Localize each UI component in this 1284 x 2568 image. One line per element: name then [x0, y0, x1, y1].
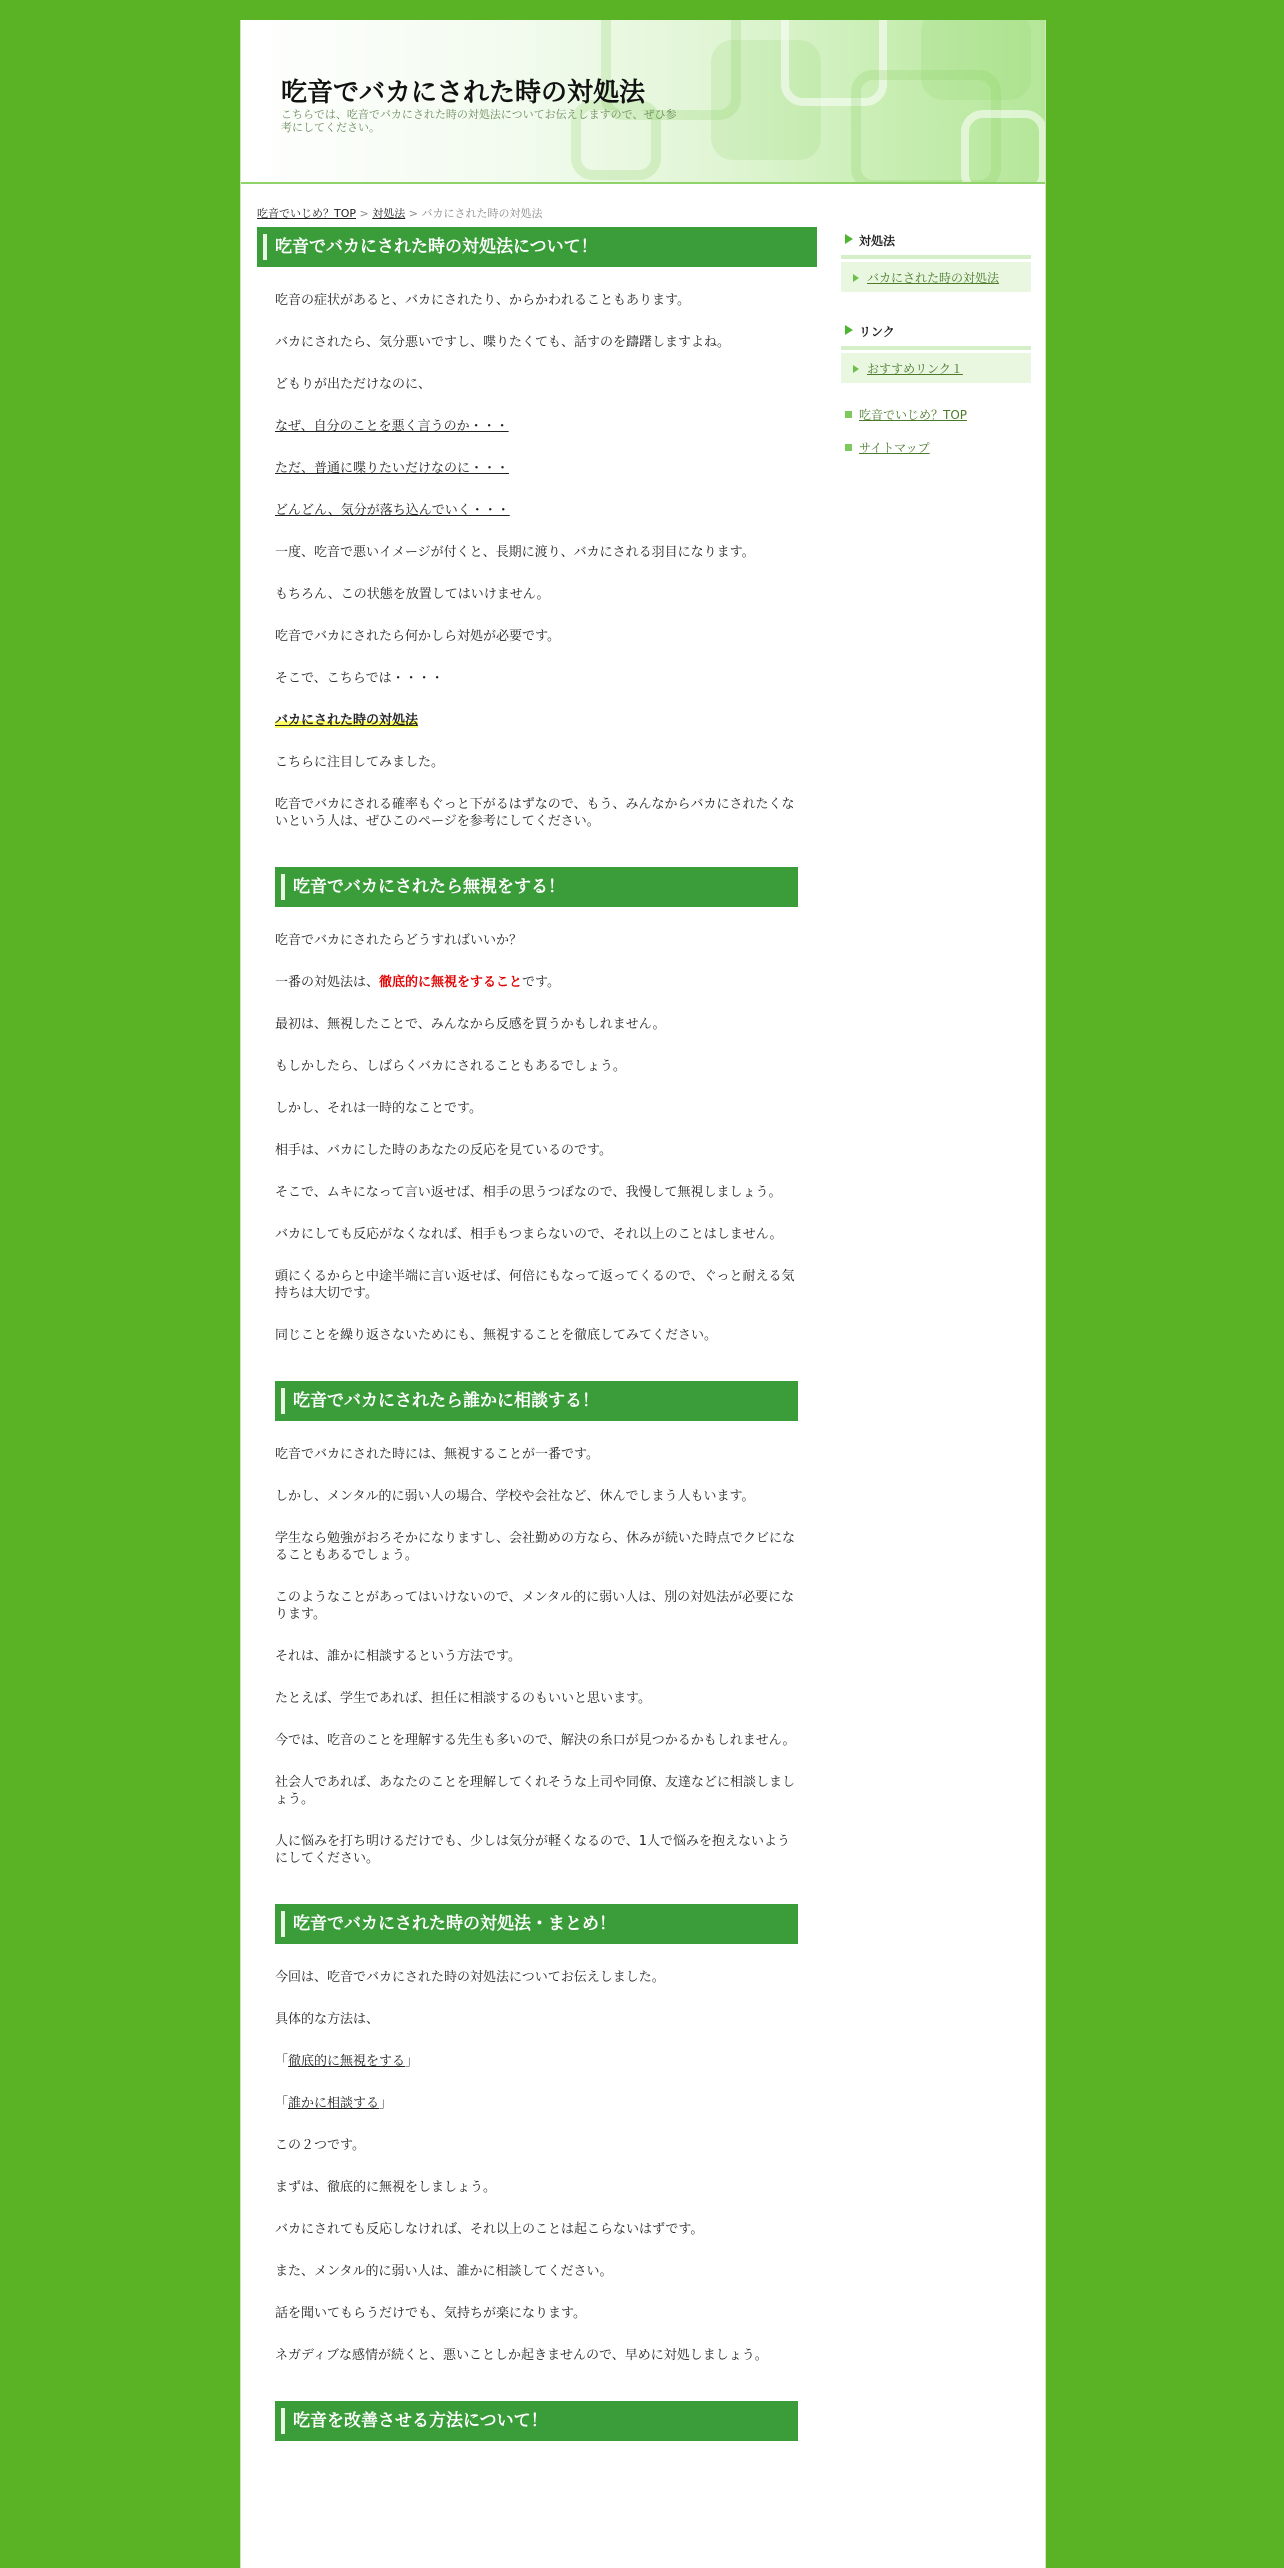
paragraph: このようなことがあってはいけないので、メンタル的に弱い人は、別の対処法が必要になります。	[275, 1590, 795, 1622]
paragraph: 人に悩みを打ち明けるだけでも、少しは気分が軽くなるので、1人で悩みを抱えないようにしてください。	[275, 1834, 791, 1866]
paragraph: この２つです。	[275, 2138, 365, 2153]
page-heading-text: 吃音でバカにされた時の対処法について！	[275, 237, 598, 257]
paragraph	[275, 974, 800, 991]
bracket: 「	[275, 2054, 289, 2069]
site-header	[241, 20, 1045, 184]
paragraph: そこで、こちらでは・・・・	[275, 671, 444, 686]
paragraph: ネガディブな感情が続くと、悪いことしか起きませんので、早めに対処しましょう。	[275, 2348, 768, 2363]
paragraph: 吃音でバカにされた時には、無視することが一番です。	[275, 1447, 599, 1462]
paragraph: もちろん、この状態を放置してはいけません。	[275, 587, 550, 602]
paragraph: 学生なら勉強がおろそかになりますし、会社勤めの方なら、休みが続いた時点でクビになることもあるでしょう。	[275, 1531, 796, 1563]
sidebar-menu	[841, 353, 1031, 383]
underlined-text: 徹底的に無視をする	[288, 2054, 406, 2069]
paragraph: 今では、吃音のことを理解する先生も多いので、解決の糸口が見つかるかもしれません。	[275, 1733, 796, 1748]
highlighted-text: バカにされた時の対処法	[275, 713, 419, 728]
paragraph: それは、誰かに相談するという方法です。	[275, 1649, 521, 1664]
paragraph: そこで、ムキになって言い返せば、相手の思うつぼなので、我慢して無視しましょう。	[275, 1185, 782, 1200]
paragraph: 吃音の症状があると、バカにされたり、からかわれることもあります。	[275, 293, 690, 308]
paragraph: しかし、メンタル的に弱い人の場合、学校や会社など、休んでしまう人もいます。	[275, 1489, 755, 1504]
section-heading-text: 吃音でバカにされたら無視をする！	[293, 877, 565, 897]
section-heading	[275, 1381, 798, 1421]
paragraph: どもりが出ただけなのに、	[275, 377, 432, 392]
text: です。	[522, 975, 560, 990]
breadcrumb-home-link[interactable]: 吃音でいじめ？TOP	[257, 207, 357, 220]
paragraph: 相手は、バカにした時のあなたの反応を見ているのです。	[275, 1143, 612, 1158]
paragraph: 具体的な方法は、	[275, 2012, 380, 2027]
list-item	[275, 2095, 800, 2112]
site-description: こちらでは、吃音でバカにされた時の対処法についてお伝えしますので、ぜひ参考にしてください。	[281, 108, 677, 134]
page-container	[240, 20, 1046, 2568]
paragraph: バカにされたら、気分悪いですし、喋りたくても、話すのを躊躇しますよね。	[275, 335, 731, 350]
bracket: 」	[379, 2096, 393, 2111]
emphasis-text: 徹底的に無視をすること	[379, 975, 523, 990]
breadcrumb-current: バカにされた時の対処法	[421, 207, 543, 220]
header-decoration	[961, 110, 1045, 184]
main-content	[257, 227, 817, 2441]
paragraph: バカにしても反応がなくなれば、相手もつまらないので、それ以上のことはしません。	[275, 1227, 783, 1242]
paragraph: 社会人であれば、あなたのことを理解してくれそうな上司や同僚、友達などに相談しましょう。	[275, 1775, 796, 1807]
paragraph: バカにされても反応しなければ、それ以上のことは起こらないはずです。	[275, 2222, 704, 2237]
section-heading-text: 吃音でバカにされた時の対処法・まとめ！	[293, 1914, 616, 1934]
paragraph: 頭にくるからと中途半端に言い返せば、何倍にもなって返ってくるので、ぐっと耐える気持ちは大切です。	[275, 1269, 795, 1301]
sidebar-item-link[interactable]: バカにされた時の対処法	[841, 270, 1031, 286]
breadcrumb	[257, 205, 542, 221]
bracket: 「	[275, 2096, 289, 2111]
section-heading	[275, 867, 798, 907]
underlined-text: どんどん、気分が落ち込んでいく・・・	[275, 503, 510, 518]
bracket: 」	[405, 2054, 419, 2069]
paragraph: 今回は、吃音でバカにされた時の対処法についてお伝えしました。	[275, 1970, 665, 1985]
paragraph: しかし、それは一時的なことです。	[275, 1101, 482, 1116]
section-heading	[275, 2401, 798, 2441]
paragraph: もしかしたら、しばらくバカにされることもあるでしょう。	[275, 1059, 626, 1074]
underlined-text: なぜ、自分のことを悪く言うのか・・・	[275, 419, 509, 434]
list-item	[275, 2053, 800, 2070]
paragraph: 最初は、無視したことで、みんなから反感を買うかもしれません。	[275, 1017, 666, 1032]
header-decoration	[921, 20, 1031, 100]
intro-section	[275, 292, 800, 2441]
sidebar-sitemap-link[interactable]: サイトマップ	[841, 440, 1031, 456]
paragraph: 一度、吃音で悪いイメージが付くと、長期に渡り、バカにされる羽目になります。	[275, 545, 755, 560]
paragraph: 吃音でバカにされたらどうすればいいか？	[275, 933, 523, 948]
paragraph: こちらに注目してみました。	[275, 755, 445, 770]
sidebar-item-link[interactable]: おすすめリンク１	[841, 361, 1031, 377]
section-heading-text: 吃音を改善させる方法について！	[293, 2411, 548, 2431]
paragraph: 吃音でバカにされる確率もぐっと下がるはずなので、もう、みんなからバカにされたくないという人は、ぜひこのページを参考にしてください。	[275, 797, 795, 829]
section-heading-text: 吃音でバカにされたら誰かに相談する！	[293, 1391, 599, 1411]
sidebar-heading: リンク	[841, 318, 1031, 350]
breadcrumb-separator: >	[405, 207, 422, 220]
site-title[interactable]: 吃音でバカにされた時の対処法	[281, 78, 646, 108]
sidebar-top-link[interactable]: 吃音でいじめ？TOP	[841, 407, 1031, 423]
paragraph: まずは、徹底的に無視をしましょう。	[275, 2180, 497, 2195]
sidebar	[841, 227, 1031, 456]
sidebar-menu	[841, 262, 1031, 292]
paragraph: たとえば、学生であれば、担任に相談するのもいいと思います。	[275, 1691, 651, 1706]
text: 一番の対処法は、	[275, 975, 380, 990]
paragraph: 話を聞いてもらうだけでも、気持ちが楽になります。	[275, 2306, 586, 2321]
sidebar-heading: 対処法	[841, 227, 1031, 259]
breadcrumb-category-link[interactable]: 対処法	[372, 207, 406, 220]
paragraph: また、メンタル的に弱い人は、誰かに相談してください。	[275, 2264, 613, 2279]
page-heading	[257, 227, 817, 267]
paragraph: 吃音でバカにされたら何かしら対処が必要です。	[275, 629, 560, 644]
section-heading	[275, 1904, 798, 1944]
paragraph: 同じことを繰り返さないためにも、無視することを徹底してみてください。	[275, 1328, 718, 1343]
underlined-text: 誰かに相談する	[288, 2096, 380, 2111]
breadcrumb-separator: >	[356, 207, 373, 220]
underlined-text: ただ、普通に喋りたいだけなのに・・・	[275, 461, 510, 476]
